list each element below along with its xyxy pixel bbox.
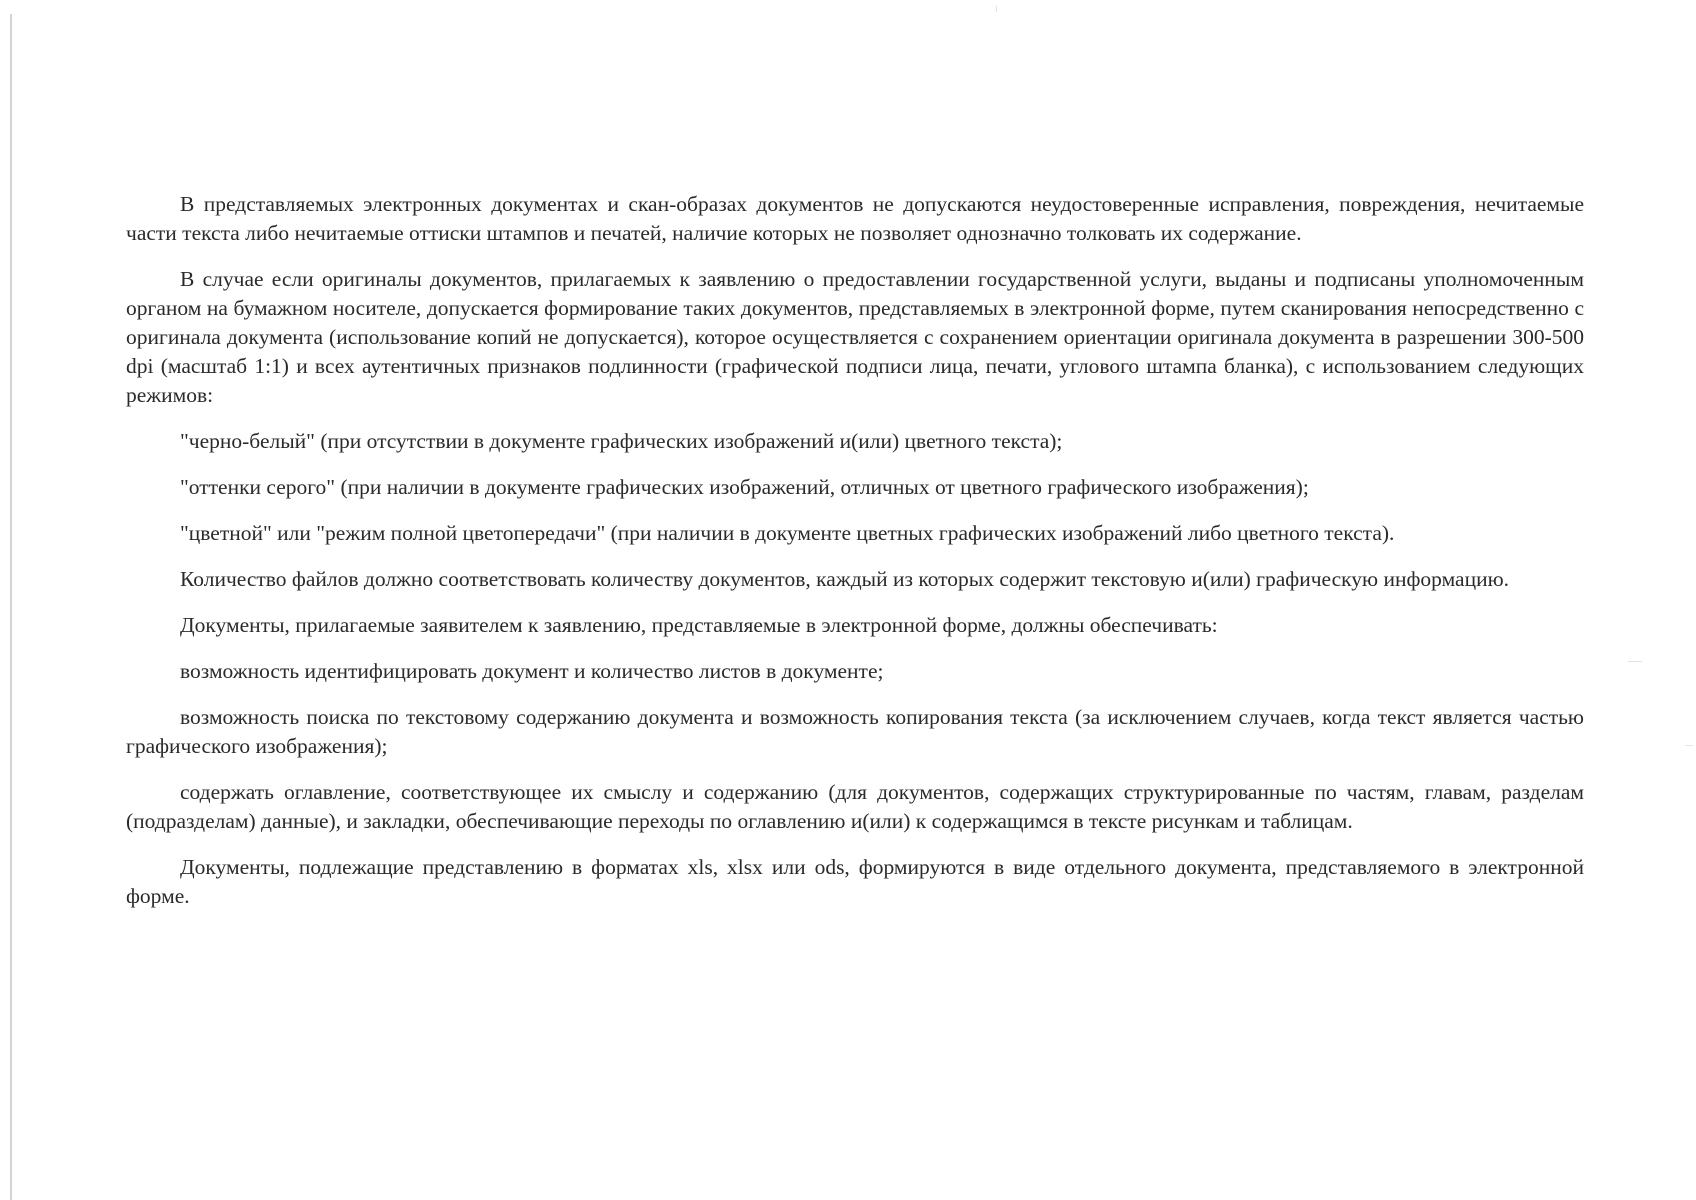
paragraph-mode-black-white: "черно-белый" (при отсутствии в документе графических изображений и(или) цветного текста); — [180, 429, 1063, 453]
paragraph-scanning-rules: В случае если оригиналы документов, прилагаемых к заявлению о предоставлении государственной услуги, выданы и подписаны уполномоченным органом на бумажном носителе, допускается формирование таких документов, представляемых в электронной форме, путем сканирования непосредственно с оригинала документа (использование копий не допускается), которое осуществляется с сохранением ориентации оригинала документа в разрешении 300-500 dpi (масштаб 1:1) и всех аутентичных признаков подлинности (графической подписи лица, печати, углового штампа бланка), с использованием следующих режимов: — [126, 267, 1584, 407]
paragraph-spreadsheet-formats: Документы, подлежащие представлению в форматах xls, xlsx или ods, формируются в виде отдельного документа, представляемого в электронной форме. — [126, 855, 1584, 908]
paragraph-table-of-contents: содержать оглавление, соответствующее их смыслу и содержанию (для документов, содержащих структурированные по частям, главам, разделам (подразделам) данные), и закладки, обеспечивающие переходы по оглавлению и(или) к содержащимся в тексте рисункам и таблицам. — [126, 780, 1584, 833]
paragraph-scan-requirements: В представляемых электронных документах и скан-образах документов не допускаются неудостоверенные исправления, повреждения, нечитаемые части текста либо нечитаемые оттиски штампов и печатей, наличие которых не позволяет однозначно толковать их содержание. — [126, 192, 1584, 245]
paragraph-text-search: возможность поиска по текстовому содержанию документа и возможность копирования текста (за исключением случаев, когда текст является частью графического изображения); — [126, 705, 1584, 758]
paragraph-mode-color: "цветной" или "режим полной цветопередачи" (при наличии в документе цветных графических изображений либо цветного текста). — [180, 521, 1395, 545]
scan-speck — [996, 6, 997, 12]
paragraph-identify-document: возможность идентифицировать документ и количество листов в документе; — [180, 659, 884, 683]
scan-speck — [1628, 661, 1642, 662]
document-body — [126, 190, 1584, 928]
scan-edge-line — [10, 14, 12, 1200]
scan-speck — [1685, 745, 1693, 746]
paragraph-file-count: Количество файлов должно соответствовать количеству документов, каждый из которых содержит текстовую и(или) графическую информацию. — [180, 567, 1510, 591]
paragraph-documents-must: Документы, прилагаемые заявителем к заявлению, представляемые в электронной форме, должны обеспечивать: — [180, 613, 1218, 637]
paragraph-mode-grayscale: "оттенки серого" (при наличии в документе графических изображений, отличных от цветного графического изображения); — [180, 475, 1309, 499]
